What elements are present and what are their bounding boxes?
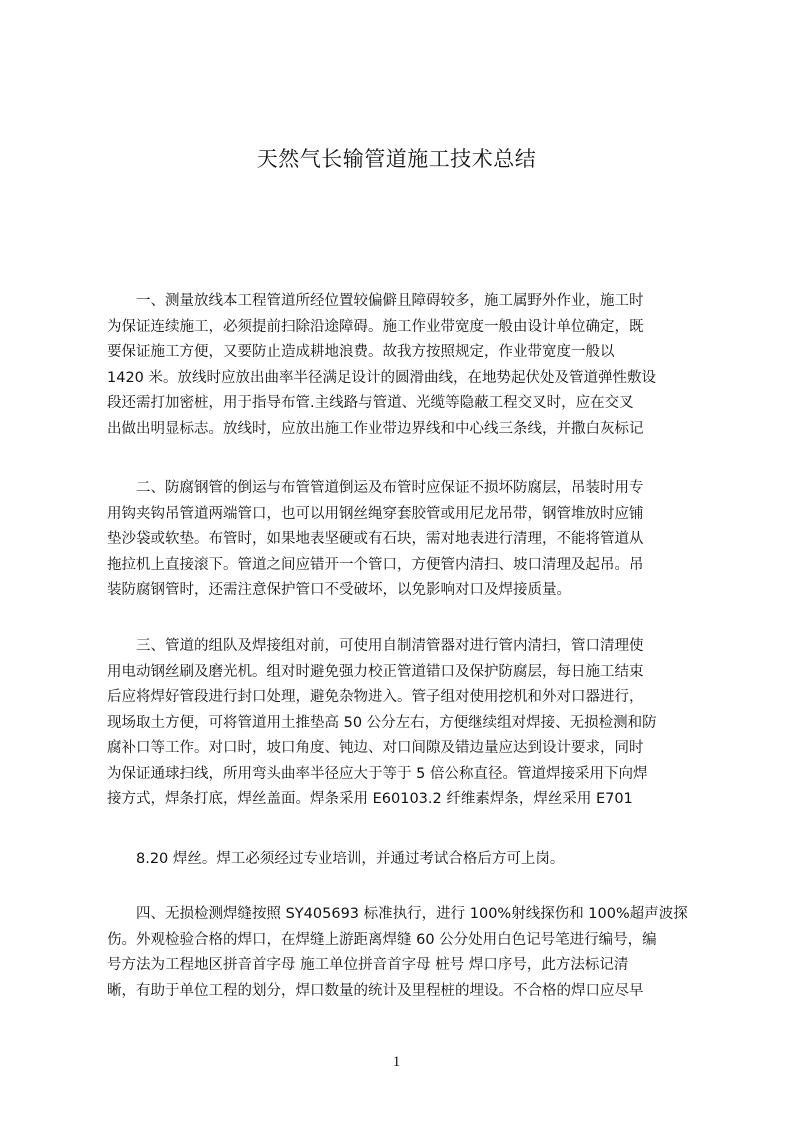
text-line: 腐补口等工作。对口时，坡口角度、钝边、对口间隙及错边量应达到设计要求，同时 <box>107 740 644 756</box>
text-line: 接方式，焊条打底，焊丝盖面。焊条采用 E60103.2 纤维素焊条，焊丝采用 E701 <box>107 791 633 807</box>
text-line: 8.20 焊丝。焊工必须经过专业培训，并通过考试合格后方可上岗。 <box>107 851 565 867</box>
paragraph-welding-wire <box>107 847 699 873</box>
document-title: 天然气长输管道施工技术总结 <box>256 147 537 171</box>
text-line: 拖拉机上直接滚下。管道之间应错开一个管口，方便管内清扫、坡口清理及起吊。吊 <box>107 556 644 573</box>
text-line: 一、测量放线本工程管道所经位置较偏僻且障碍较多，施工属野外作业，施工时 <box>107 293 644 309</box>
text-line: 垫沙袋或软垫。布管时，如果地表坚硬或有石块，需对地表进行清理，不能将管道从 <box>107 531 644 547</box>
text-line: 四、无损检测焊缝按照 SY405693 标准执行，进行 100%射线探伤和 100%超声波探 <box>107 906 688 922</box>
text-line: 伤。外观检验合格的焊口，在焊缝上游距离焊缝 60 公分处用白色记号笔进行编号，编 <box>107 931 657 948</box>
page-number: 1 <box>392 1054 401 1070</box>
paragraph-pipe-transport <box>107 476 699 604</box>
text-line: 号方法为工程地区拼音首字母 施工单位拼音首字母 桩号 焊口序号，此方法标记清 <box>107 957 629 973</box>
text-line: 为保证连续施工，必须提前扫除沿途障碍。施工作业带宽度一般由设计单位确定，既 <box>107 318 644 335</box>
text-line: 三、管道的组队及焊接组对前，可使用自制清管器对进行管内清扫，管口清理使 <box>107 638 644 654</box>
text-line: 二、防腐钢管的倒运与布管管道倒运及布管时应保证不损坏防腐层，吊装时用专 <box>107 480 644 496</box>
text-line: 装防腐钢管时，还需注意保护管口不受破坏，以免影响对口及焊接质量。 <box>107 582 571 598</box>
text-line: 用电动钢丝刷及磨光机。组对时避免强力校正管道错口及保护防腐层，每日施工结束 <box>107 663 644 680</box>
text-line: 晰，有助于单位工程的划分，焊口数量的统计及里程桩的埋设。不合格的焊口应尽早 <box>107 982 644 999</box>
text-line: 1420 米。放线时应放出曲率半径满足设计的圆滑曲线，在地势起伏处及管道弹性敷设 <box>107 369 657 386</box>
paragraph-surveying <box>107 289 699 442</box>
text-line: 现场取土方便，可将管道用土推垫高 50 公分左右，方便继续组对焊接、无损检测和防 <box>107 714 657 731</box>
text-line: 用钩夹钩吊管道两端管口，也可以用钢丝绳穿套胶管或用尼龙吊带，钢管堆放时应铺 <box>107 505 644 522</box>
text-line: 段还需打加密桩，用于指导布管.主线路与管道、光缆等隐蔽工程交叉时，应在交叉 <box>107 395 634 411</box>
text-line: 后应将焊好管段进行封口处理，避免杂物进入。管子组对使用挖机和外对口器进行， <box>107 689 644 705</box>
paragraph-ndt <box>107 902 699 1004</box>
text-line: 出做出明显标志。放线时，应放出施工作业带边界线和中心线三条线，并撒白灰标记 <box>107 420 644 437</box>
paragraph-welding <box>107 634 699 813</box>
text-line: 为保证通球扫线，所用弯头曲率半径应大于等于 5 倍公称直径。管道焊接采用下向焊 <box>107 765 648 782</box>
text-line: 要保证施工方便，又要防止造成耕地浪费。故我方按照规定，作业带宽度一般以 <box>107 344 615 360</box>
